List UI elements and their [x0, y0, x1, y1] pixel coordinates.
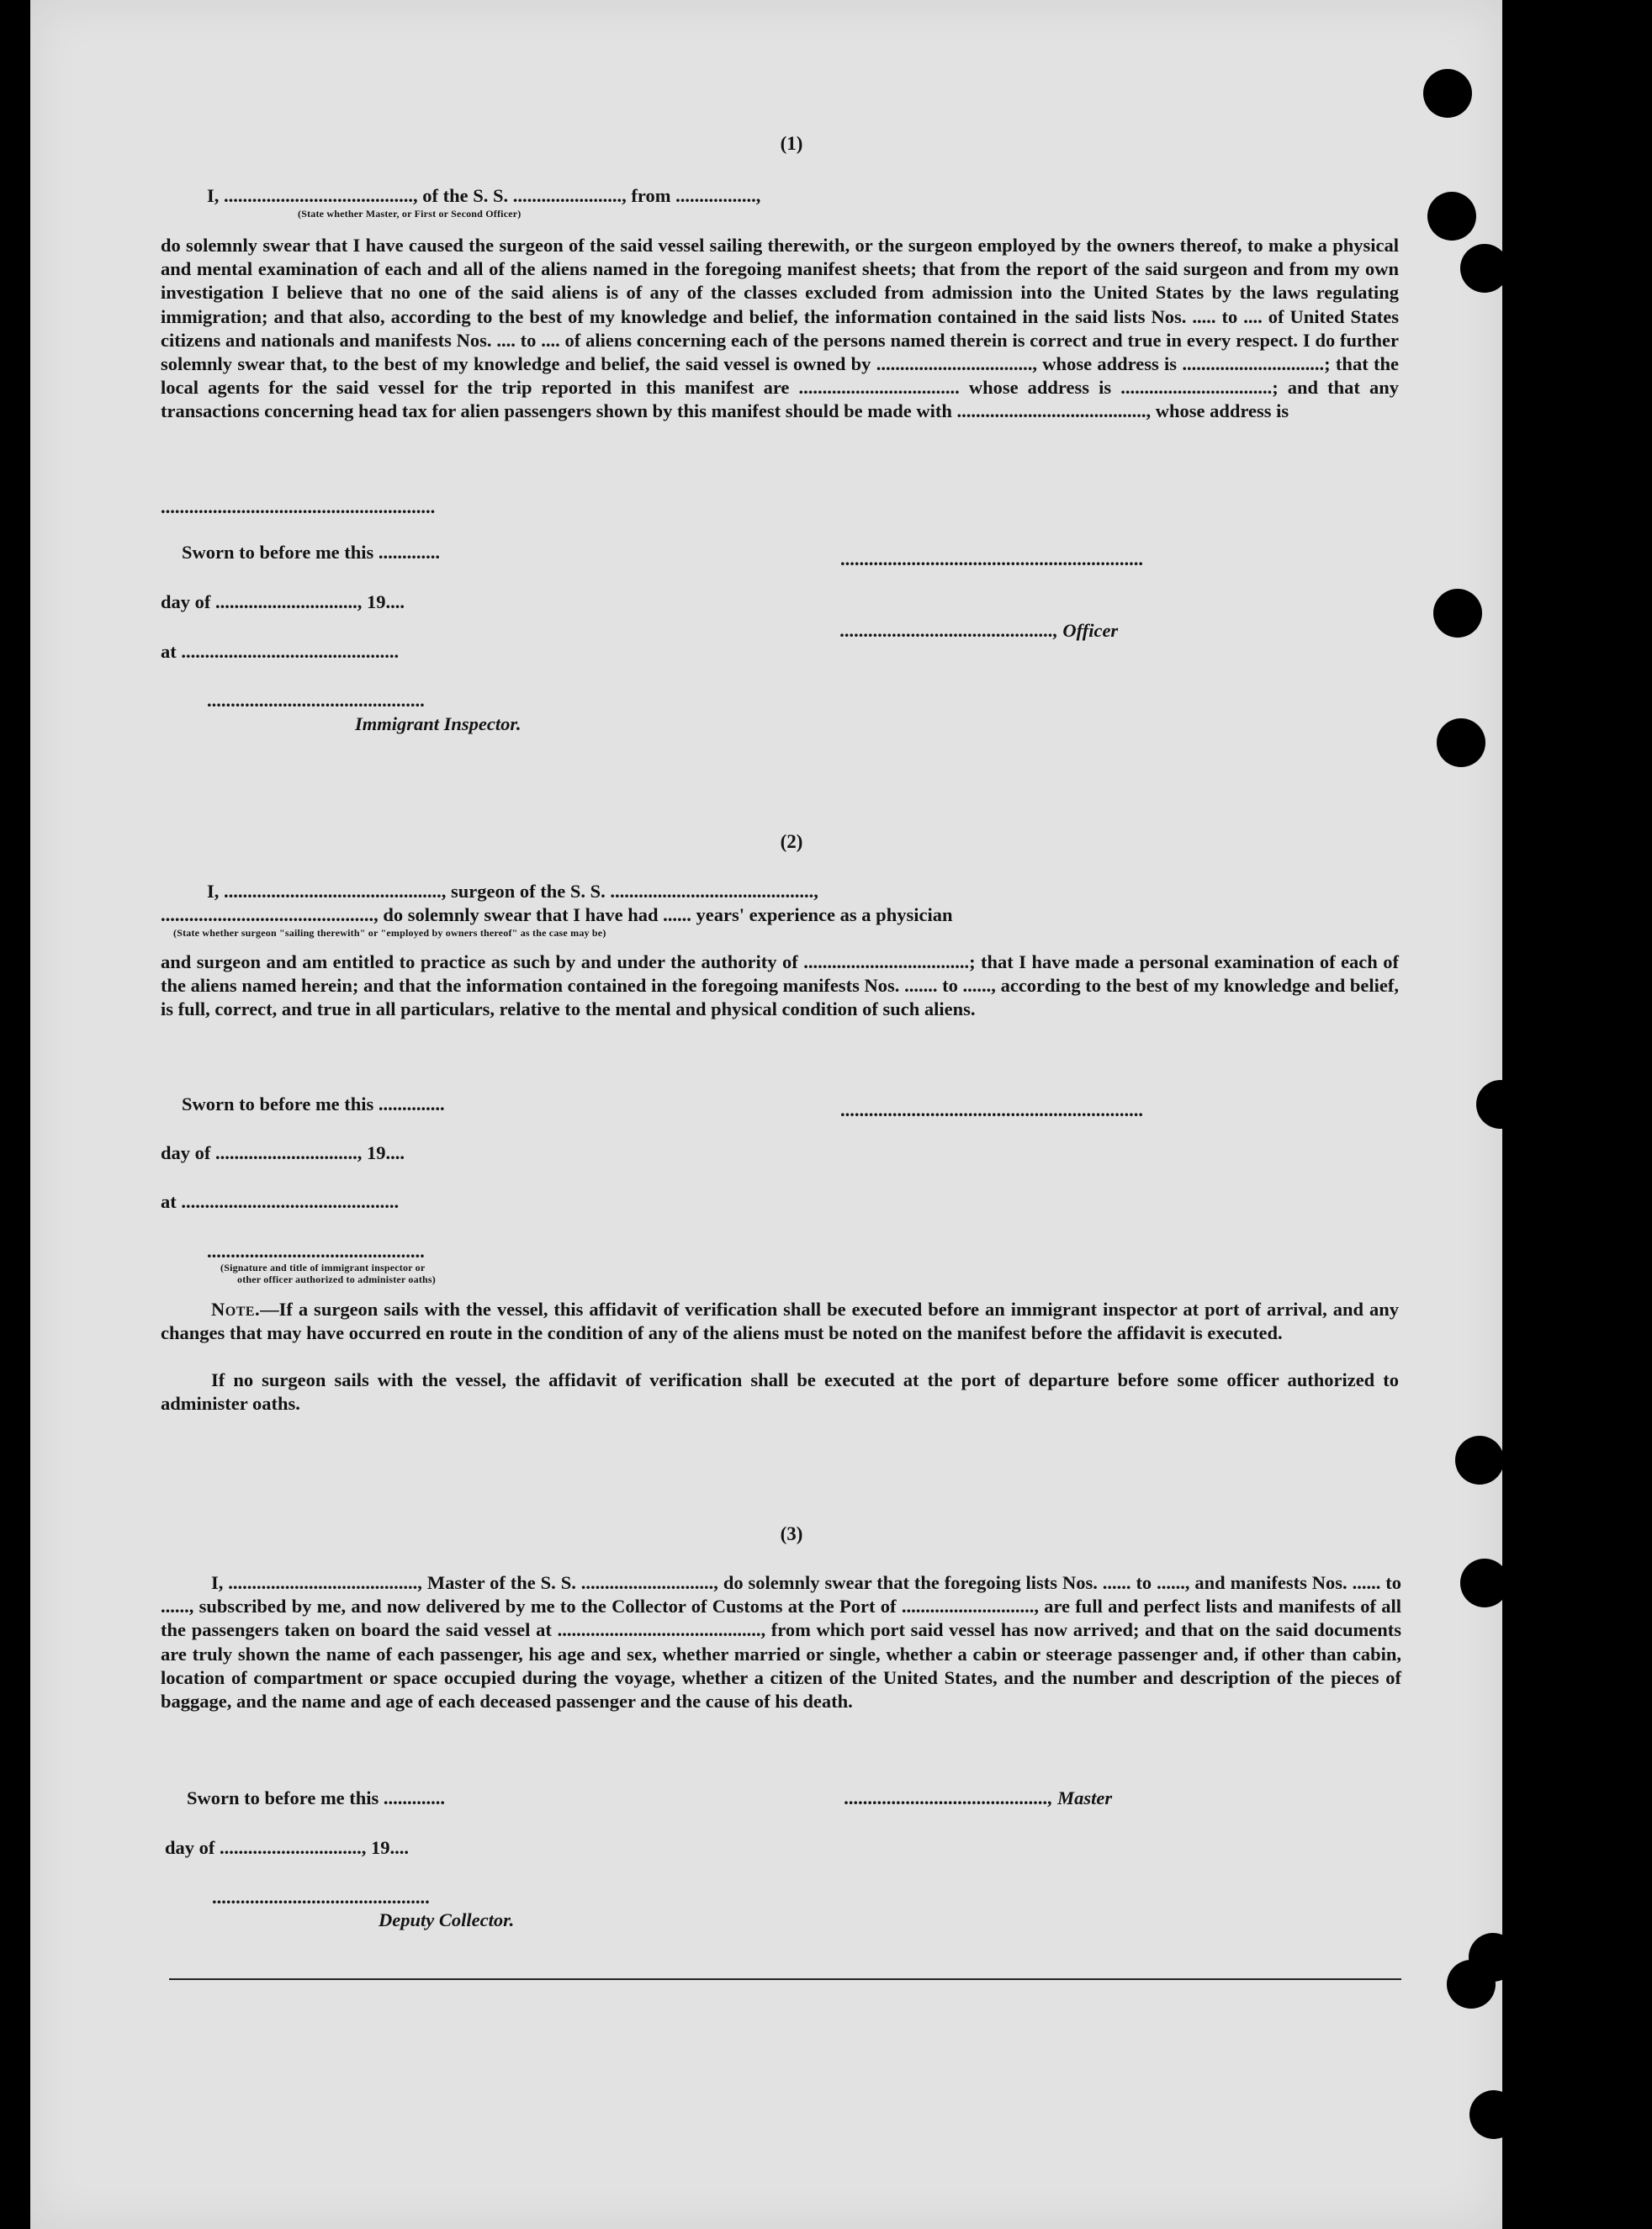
binder-hole: [1460, 1559, 1509, 1607]
section2-second-line: ............................................., do solemnly swear that I have had ...... years' experience as a physician: [161, 904, 953, 925]
section2-at: at ..............................................: [161, 1191, 400, 1212]
section1-first-line: I, ........................................, of the S. S. ......................., from .................,: [207, 185, 761, 206]
section2-day: day of .............................., 19....: [161, 1142, 405, 1163]
binder-hole: [1476, 1080, 1525, 1129]
section1-inspector-line: ..............................................: [207, 690, 425, 711]
section3-body: I, ........................................, Master of the S. S. ............................, do solemnly swear that the foregoing lists Nos. ...... to ......, and manifests Nos. ...... to ......, subscribed by me, and now delivered by me to the Collector of Customs at the Port of ............................, are full and perfect lists and manifests of all the passengers taken on board the said vessel at ..........................................., from which port said vessel has now arrived; and that on the said documents are truly shown the name of each passenger, his age and sex, whether married or single, whether a cabin or steerage passenger and, if other than cabin, location of compartment or space occupied during the voyage, whether a citizen of the United States, and the number and description of the pieces of baggage, and the name and age of each deceased passenger and the cause of his death.: [161, 1572, 1401, 1713]
section2-signature-note-2: other officer authorized to administer oaths): [237, 1273, 436, 1285]
bottom-rule: [169, 1978, 1401, 1980]
section3-day: day of .............................., 19....: [165, 1837, 410, 1858]
section2-signature-dots: ..............................................: [207, 1241, 425, 1262]
section2-signature-line: ................................................................: [840, 1099, 1143, 1120]
binder-hole: [1447, 1960, 1496, 2009]
section1-signature-line: ................................................................: [840, 548, 1143, 569]
section3-collector-label: Deputy Collector.: [379, 1909, 515, 1930]
binder-hole: [1427, 192, 1476, 241]
section3-master-line: ..........................................., Master: [845, 1787, 1113, 1808]
section2-heading: (2): [780, 831, 803, 852]
section3-collector-line: ..............................................: [212, 1887, 430, 1908]
section2-note-2: If no surgeon sails with the vessel, the affidavit of verification shall be executed at the port of departure before some officer authorized to administer oaths.: [161, 1369, 1399, 1415]
binder-hole: [1460, 244, 1509, 293]
document-page: [30, 0, 1502, 2229]
section1-heading: (1): [780, 133, 803, 154]
section1-sworn: Sworn to before me this .............: [182, 542, 441, 563]
binder-hole: [1433, 589, 1482, 638]
section1-first-line-note: (State whether Master, or First or Second Officer): [298, 208, 522, 220]
section1-inspector-label: Immigrant Inspector.: [355, 713, 522, 734]
section2-second-line-note: (State whether surgeon "sailing therewith" or "employed by owners thereof" as the case may be): [173, 927, 606, 939]
section1-at: at ..............................................: [161, 641, 400, 662]
section2-body: and surgeon and am entitled to practice as such by and under the authority of ...................................; that I have made a personal examination of each of the aliens named herein; and that the information contained in the foregoing manifests Nos. ....... to ......, according to the best of my knowledge and belief, is full, correct, and true in all particulars, relative to the mental and physical condition of such aliens.: [161, 951, 1399, 1020]
section2-note: [161, 1298, 1399, 1345]
section1-body: do solemnly swear that I have caused the surgeon of the said vessel sailing therewith, or the surgeon employed by the owners thereof, to make a physical and mental examination of each and all of the aliens named in the foregoing manifest sheets; that from the report of the said surgeon and from my own investigation I believe that no one of the said aliens is of any of the classes excluded from admission into the United States by the laws regulating immigration; and that also, according to the best of my knowledge and belief, the information contained in the said lists Nos. ..... to .... of United States citizens and nationals and manifests Nos. .... to .... of aliens concerning each of the persons named therein is correct and true in every respect. I do further solemnly swear that, to the best of my knowledge and belief, the said vessel is owned by ................................., whose address is ..............................; that the local agents for the said vessel for the trip reported in this manifest are .................................. whose address is ................................; and that any transactions concerning head tax for alien passengers shown by this manifest should be made with ........................................, whose address is: [161, 235, 1399, 422]
note-label: Note.: [211, 1299, 261, 1320]
section1-day: day of .............................., 19....: [161, 591, 405, 612]
section3-sworn: Sworn to before me this .............: [187, 1787, 446, 1808]
section2-sworn: Sworn to before me this ..............: [182, 1093, 445, 1114]
note-text-1: —If a surgeon sails with the vessel, this affidavit of verification shall be executed before an immigrant inspector at port of arrival, and any changes that may have occurred en route in the condition of any of the aliens must be noted on the manifest before the affidavit is executed.: [161, 1299, 1399, 1344]
binder-hole: [1423, 69, 1472, 118]
section2-signature-note-1: (Signature and title of immigrant inspector or: [220, 1262, 426, 1273]
section3-heading: (3): [780, 1523, 803, 1544]
binder-hole: [1455, 1436, 1504, 1485]
section1-dots-line: ..........................................................: [161, 496, 436, 517]
section2-first-line: I, .............................................., surgeon of the S. S. ...........................................,: [207, 881, 818, 902]
binder-hole: [1437, 718, 1485, 767]
section1-officer-line: ............................................., Officer: [840, 620, 1119, 641]
binder-hole: [1469, 2090, 1518, 2139]
